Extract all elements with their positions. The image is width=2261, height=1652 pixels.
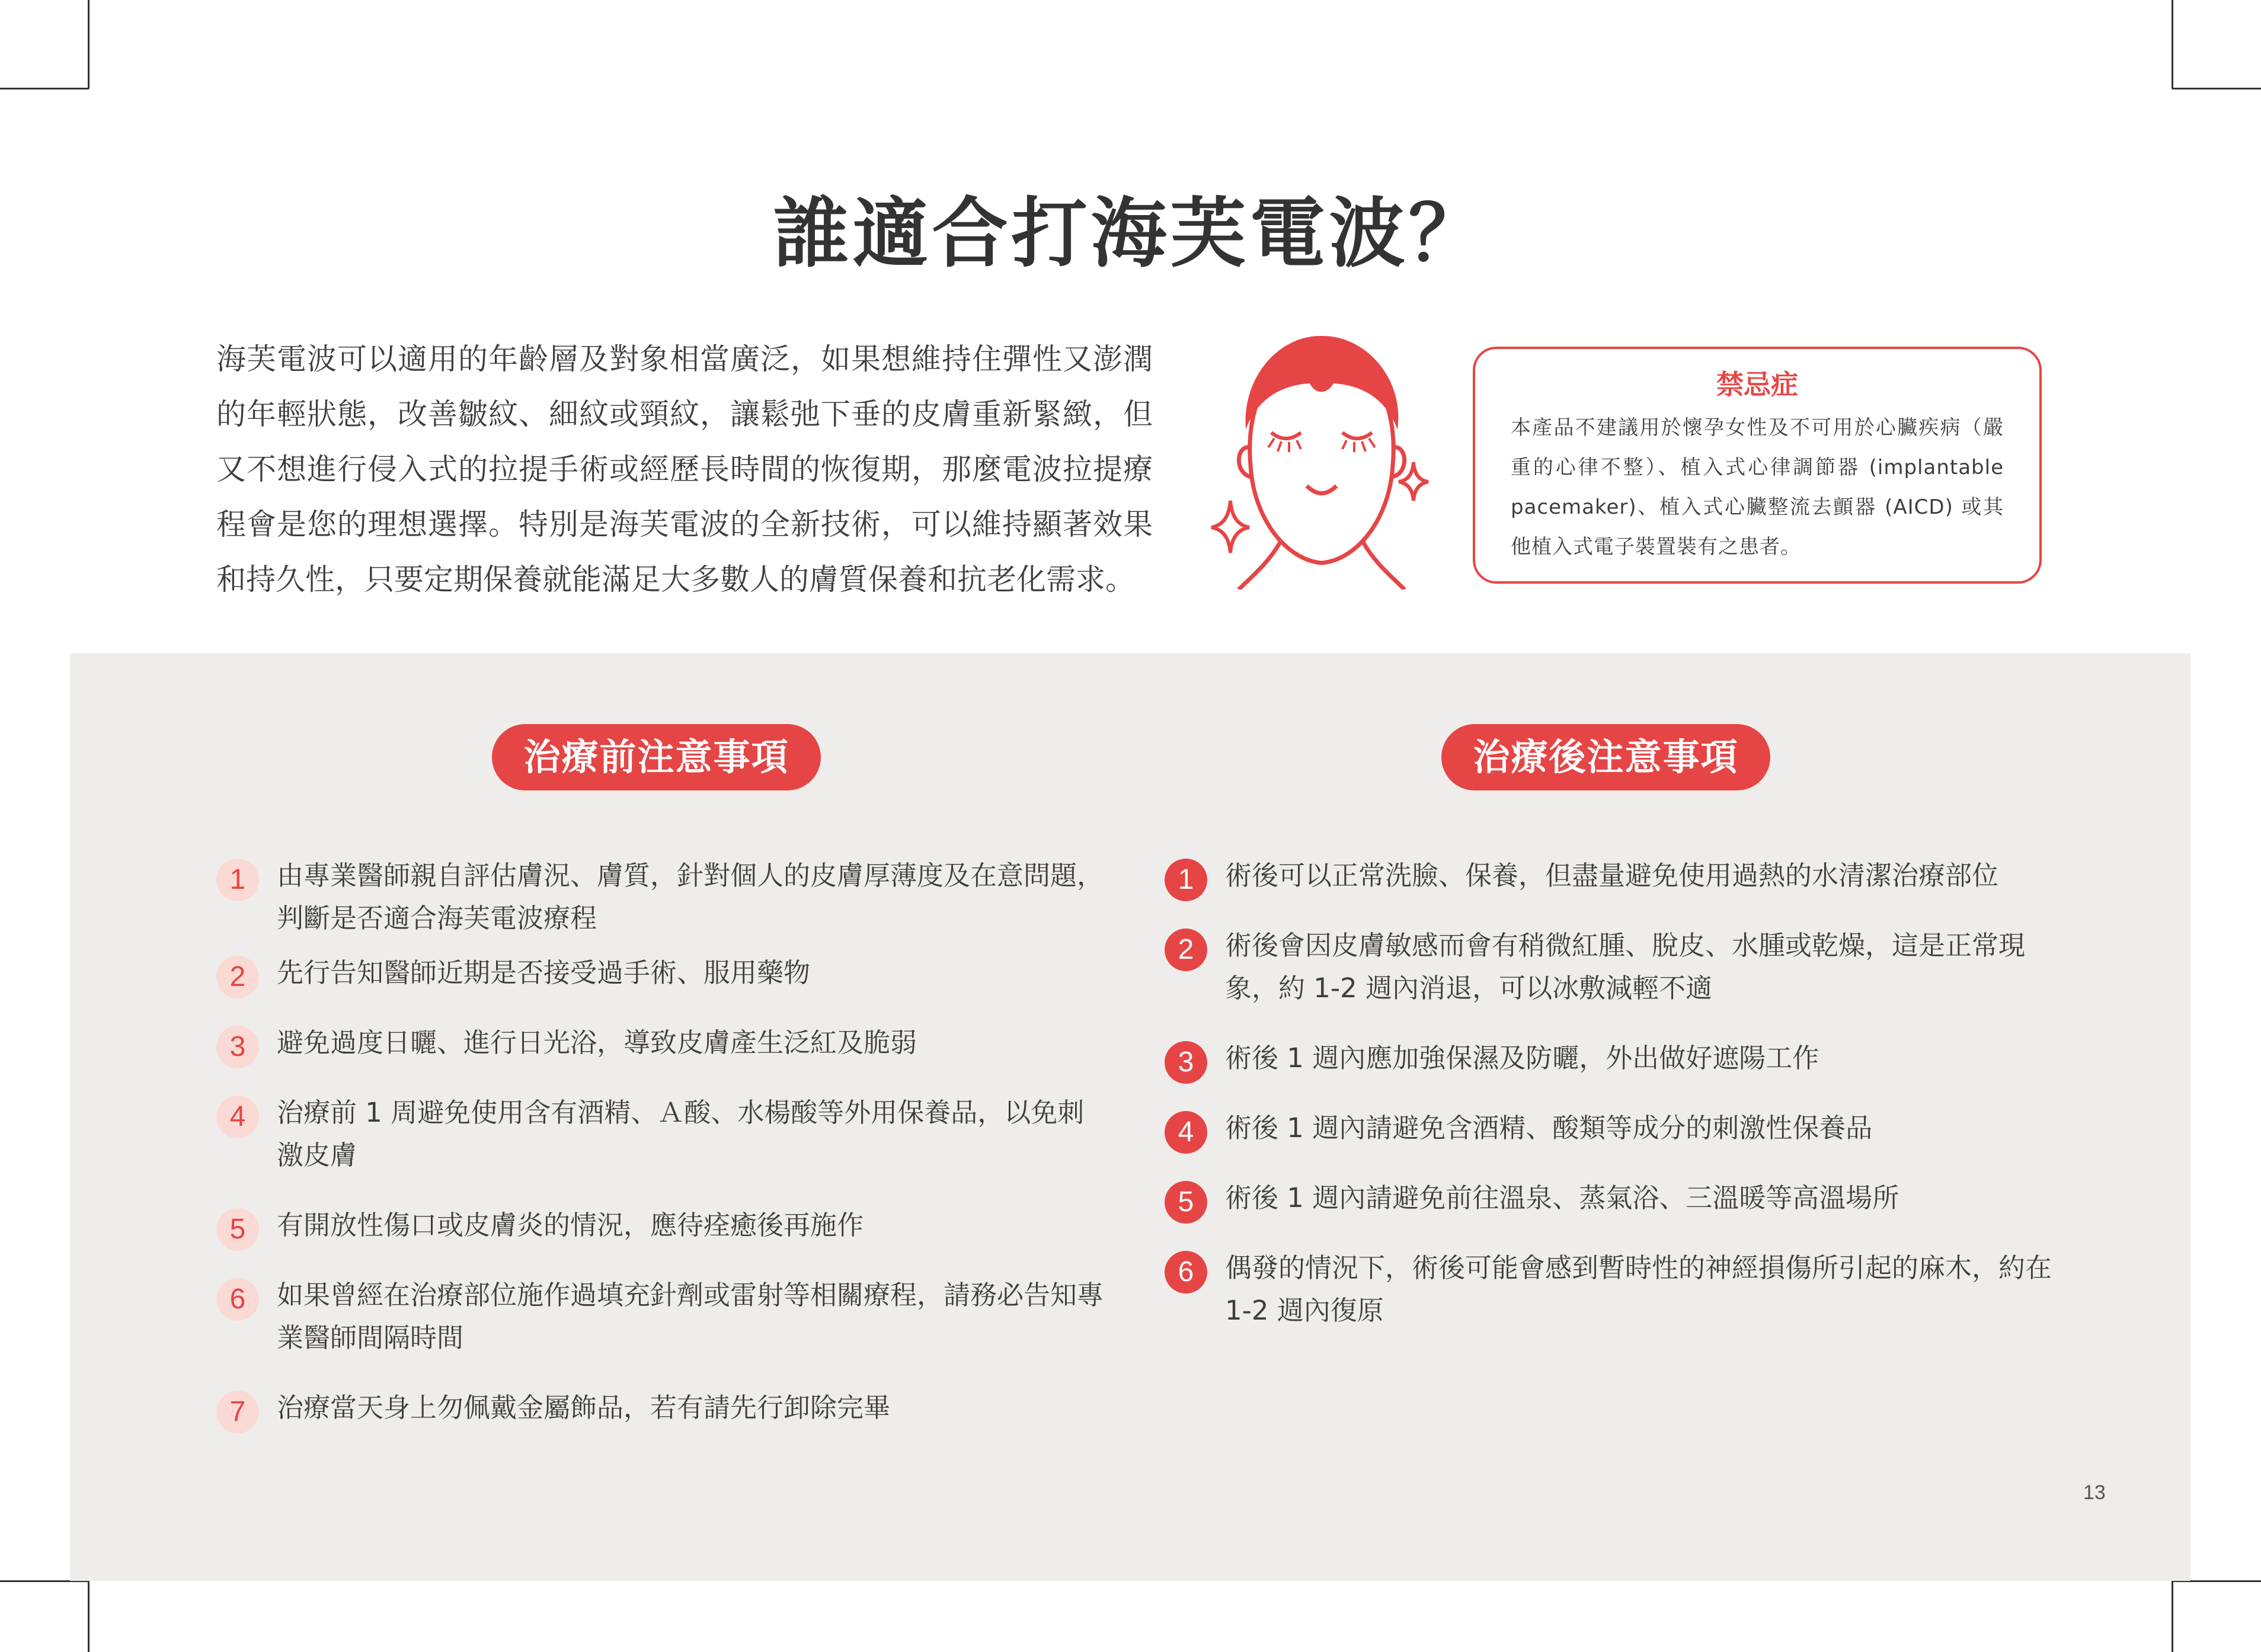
after-treatment-list	[1165, 854, 2054, 1332]
step-number-badge: 5	[1165, 1181, 1207, 1224]
step-number-badge: 2	[216, 956, 259, 998]
list-item-text: 術後 1 週內請避免含酒精、酸類等成分的刺激性保養品	[1225, 1112, 1873, 1144]
list-item-text: 術後 1 週內請避免前往溫泉、蒸氣浴、三溫暖等高溫場所	[1225, 1182, 1899, 1214]
crop-mark	[2172, 1580, 2173, 1652]
step-number-badge: 5	[216, 1208, 259, 1251]
step-number-badge: 6	[1165, 1251, 1207, 1294]
step-number-badge: 2	[1165, 929, 1207, 971]
crop-mark	[0, 88, 89, 89]
list-item	[216, 854, 1105, 934]
list-item	[1165, 924, 2054, 1010]
page-title: 誰適合打海芙電波？	[773, 190, 1488, 278]
smiling-face-illustration	[1209, 329, 1434, 590]
list-item-text: 術後 1 週內應加強保濕及防曬，外出做好遮陽工作	[1225, 1042, 1819, 1074]
crop-mark	[88, 0, 89, 89]
list-item-text: 如果曾經在治療部位施作過填充針劑或雷射等相關療程，請務必告知專業醫師間隔時間	[277, 1279, 1104, 1353]
before-treatment-heading: 治療前注意事項	[492, 724, 821, 790]
list-item	[1165, 1107, 2054, 1150]
step-number-badge: 4	[216, 1096, 259, 1138]
step-number-badge: 1	[216, 859, 259, 901]
contraindication-title: 禁忌症	[1716, 369, 1798, 401]
list-item-text: 治療當天身上勿佩戴金屬飾品，若有請先行卸除完畢	[277, 1392, 891, 1423]
list-item	[1165, 1247, 2054, 1332]
intro-paragraph: 海芙電波可以適用的年齡層及對象相當廣泛，如果想維持住彈性又澎潤的年輕狀態，改善皺紋、細紋或頸紋，讓鬆弛下垂的皮膚重新緊緻，但又不想進行侵入式的拉提手術或經歷長時間的恢復期，那麼電波拉提療程會是您的理想選擇。特別是海芙電波的全新技術，可以維持顯著效果和持久性，只要定期保養就能滿足大多數人的膚質保養和抗老化需求。	[216, 342, 1153, 597]
before-treatment-list	[216, 854, 1105, 1429]
contraindication-body: 本產品不建議用於懷孕女性及不可用於心臟疾病（嚴重的心律不整）、植入式心律調節器 (implantable pacemaker)、植入式心臟整流去顫器 (AICD) 或其他植入式電子裝置裝有之患者。	[1511, 416, 2004, 559]
list-item-text: 術後會因皮膚敏感而會有稍微紅腫、脫皮、水腫或乾燥，這是正常現象，約 1-2 週內消退，可以冰敷減輕不適	[1225, 930, 2026, 1004]
list-item-text: 治療前 1 周避免使用含有酒精、Ａ酸、水楊酸等外用保養品，以免刺激皮膚	[277, 1097, 1085, 1171]
after-treatment-heading: 治療後注意事項	[1441, 724, 1770, 790]
list-item	[216, 1274, 1105, 1359]
list-item-text: 先行告知醫師近期是否接受過手術、服用藥物	[277, 957, 811, 988]
crop-mark	[2172, 0, 2173, 89]
list-item	[1165, 1177, 2054, 1219]
step-number-badge: 4	[1165, 1111, 1207, 1154]
step-number-badge: 3	[216, 1026, 259, 1068]
contraindication-box	[1473, 347, 2042, 584]
list-item-text: 術後可以正常洗臉、保養，但盡量避免使用過熱的水清潔治療部位	[1225, 860, 1999, 891]
list-item-text: 偶發的情況下，術後可能會感到暫時性的神經損傷所引起的麻木，約在 1-2 週內復原	[1225, 1252, 2052, 1326]
list-item	[216, 1022, 1105, 1064]
step-number-badge: 6	[216, 1278, 259, 1321]
step-number-badge: 7	[216, 1391, 259, 1433]
page-number: 13	[2083, 1481, 2106, 1504]
list-item	[1165, 854, 2054, 897]
list-item-text: 有開放性傷口或皮膚炎的情況，應待痊癒後再施作	[277, 1209, 864, 1241]
crop-mark	[88, 1580, 89, 1652]
list-item	[216, 1204, 1105, 1247]
list-item	[1165, 1037, 2054, 1080]
list-item-text: 避免過度日曬、進行日光浴，導致皮膚產生泛紅及脆弱	[277, 1027, 917, 1058]
list-item	[216, 1387, 1105, 1429]
crop-mark	[2172, 88, 2261, 89]
sparkle-icon	[1211, 501, 1249, 553]
list-item	[216, 1091, 1105, 1177]
step-number-badge: 3	[1165, 1041, 1207, 1084]
list-item-text: 由專業醫師親自評估膚況、膚質，針對個人的皮膚厚薄度及在意問題，判斷是否適合海芙電波療程	[277, 860, 1104, 934]
list-item	[216, 952, 1105, 994]
step-number-badge: 1	[1165, 859, 1207, 901]
